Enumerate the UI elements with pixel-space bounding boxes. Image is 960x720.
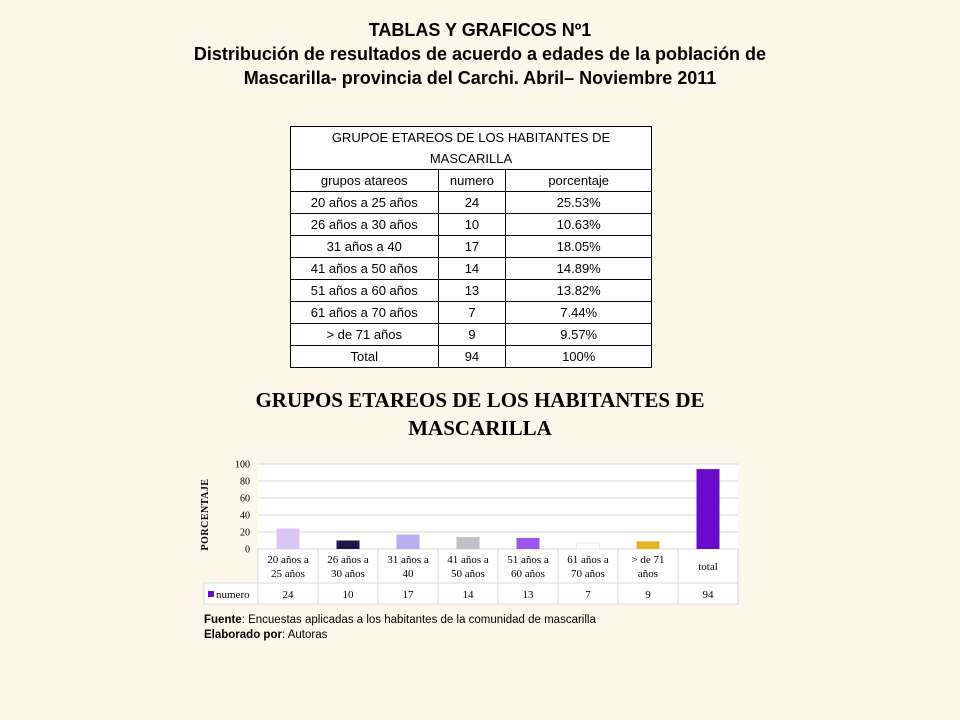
table-cell: 51 años a 60 años bbox=[291, 280, 439, 302]
y-tick-label: 80 bbox=[240, 476, 250, 488]
table-cell: 7.44% bbox=[506, 302, 652, 324]
x-tick-label: 20 años a bbox=[267, 554, 309, 566]
source-note bbox=[204, 613, 804, 628]
column-header: numero bbox=[438, 170, 506, 192]
y-tick-label: 100 bbox=[235, 459, 250, 471]
table-caption-row bbox=[291, 127, 652, 170]
y-tick-label: 40 bbox=[240, 510, 250, 522]
table-row bbox=[291, 258, 652, 280]
table-cell: > de 71 años bbox=[291, 324, 439, 346]
table-row bbox=[291, 324, 652, 346]
column-header: grupos atareos bbox=[291, 170, 439, 192]
table-cell: 26 años a 30 años bbox=[291, 214, 439, 236]
table-cell: 10.63% bbox=[506, 214, 652, 236]
table-cell: 9 bbox=[438, 324, 506, 346]
table-cell: 100% bbox=[506, 346, 652, 368]
x-tick-label: 26 años a bbox=[327, 554, 369, 566]
bar bbox=[637, 541, 660, 549]
table-cell: Total bbox=[291, 346, 439, 368]
x-tick-label: 51 años a bbox=[507, 554, 549, 566]
legend-label: numero bbox=[216, 589, 250, 601]
author-text: : Autoras bbox=[281, 629, 328, 641]
x-tick-label: 31 años a bbox=[387, 554, 429, 566]
table-cell: 31 años a 40 bbox=[291, 236, 439, 258]
data-label: 13 bbox=[522, 589, 534, 601]
table-cell: 18.05% bbox=[506, 236, 652, 258]
table-row bbox=[291, 192, 652, 214]
table-row bbox=[291, 346, 652, 368]
data-label: 9 bbox=[645, 589, 651, 601]
x-tick-label: 61 años a bbox=[567, 554, 609, 566]
data-label: 7 bbox=[585, 589, 591, 601]
table-row bbox=[291, 236, 652, 258]
table-cell: 94 bbox=[438, 346, 506, 368]
x-tick-label: > de 71 bbox=[631, 554, 665, 566]
chart-canvas bbox=[190, 452, 750, 612]
table-cell: 25.53% bbox=[506, 192, 652, 214]
column-header: porcentaje bbox=[506, 170, 652, 192]
table-row bbox=[291, 302, 652, 324]
x-tick-label: 40 bbox=[402, 568, 414, 580]
footer-notes bbox=[204, 613, 804, 643]
author-note bbox=[204, 628, 804, 643]
bar bbox=[277, 529, 300, 549]
y-tick-label: 20 bbox=[240, 527, 250, 539]
table-cell: 14 bbox=[438, 258, 506, 280]
y-tick-label: 0 bbox=[245, 544, 250, 556]
table-cell: 17 bbox=[438, 236, 506, 258]
bar bbox=[457, 537, 480, 549]
table-cell: 41 años a 50 años bbox=[291, 258, 439, 280]
bar-chart bbox=[190, 452, 750, 612]
data-label: 10 bbox=[342, 589, 354, 601]
x-tick-label: 50 años bbox=[451, 568, 485, 580]
x-tick-label: 25 años bbox=[271, 568, 305, 580]
table-cell: 61 años a 70 años bbox=[291, 302, 439, 324]
x-tick-label: 41 años a bbox=[447, 554, 489, 566]
y-tick-label: 60 bbox=[240, 493, 250, 505]
table-cell: 13 bbox=[438, 280, 506, 302]
table-cell: 7 bbox=[438, 302, 506, 324]
bar bbox=[337, 541, 360, 550]
y-axis-label: PORCENTAJE bbox=[200, 478, 211, 551]
x-tick-label: 60 años bbox=[511, 568, 545, 580]
table-cell: 9.57% bbox=[506, 324, 652, 346]
bar bbox=[397, 535, 420, 549]
chart-title: GRUPOS ETAREOS DE LOS HABITANTES DE MASCARILLA bbox=[255, 388, 705, 440]
bar bbox=[577, 543, 600, 549]
table-row bbox=[291, 280, 652, 302]
legend-swatch bbox=[208, 591, 214, 597]
table-cell: 20 años a 25 años bbox=[291, 192, 439, 214]
x-tick-label: 70 años bbox=[571, 568, 605, 580]
table-cell: 24 bbox=[438, 192, 506, 214]
x-tick-label: 30 años bbox=[331, 568, 365, 580]
age-groups-table bbox=[290, 126, 652, 368]
data-label: 24 bbox=[282, 589, 294, 601]
bar bbox=[697, 469, 720, 549]
data-label: 14 bbox=[462, 589, 474, 601]
x-tick-label: total bbox=[698, 561, 718, 573]
bar bbox=[517, 538, 540, 549]
table-header-row bbox=[291, 170, 652, 192]
data-label: 17 bbox=[402, 589, 414, 601]
data-label: 94 bbox=[702, 589, 714, 601]
table-caption: GRUPOE ETAREOS DE LOS HABITANTES DE MASCARILLA bbox=[291, 127, 652, 170]
table-row bbox=[291, 214, 652, 236]
page-heading bbox=[180, 18, 780, 90]
x-tick-label: años bbox=[637, 568, 659, 580]
table-cell: 10 bbox=[438, 214, 506, 236]
plot-area bbox=[258, 464, 738, 549]
heading-title: TABLAS Y GRAFICOS Nº1 bbox=[368, 20, 592, 40]
source-label: Fuente bbox=[204, 614, 242, 626]
table-cell: 14.89% bbox=[506, 258, 652, 280]
source-text: : Encuestas aplicadas a los habitantes de la comunidad de mascarilla bbox=[241, 614, 596, 626]
heading-subtitle: Distribución de resultados de acuerdo a edades de la población de Mascarilla- provincia del Carchi. Abril– Noviembre 2011 bbox=[193, 44, 767, 88]
table-cell: 13.82% bbox=[506, 280, 652, 302]
author-label: Elaborado por bbox=[204, 629, 282, 641]
